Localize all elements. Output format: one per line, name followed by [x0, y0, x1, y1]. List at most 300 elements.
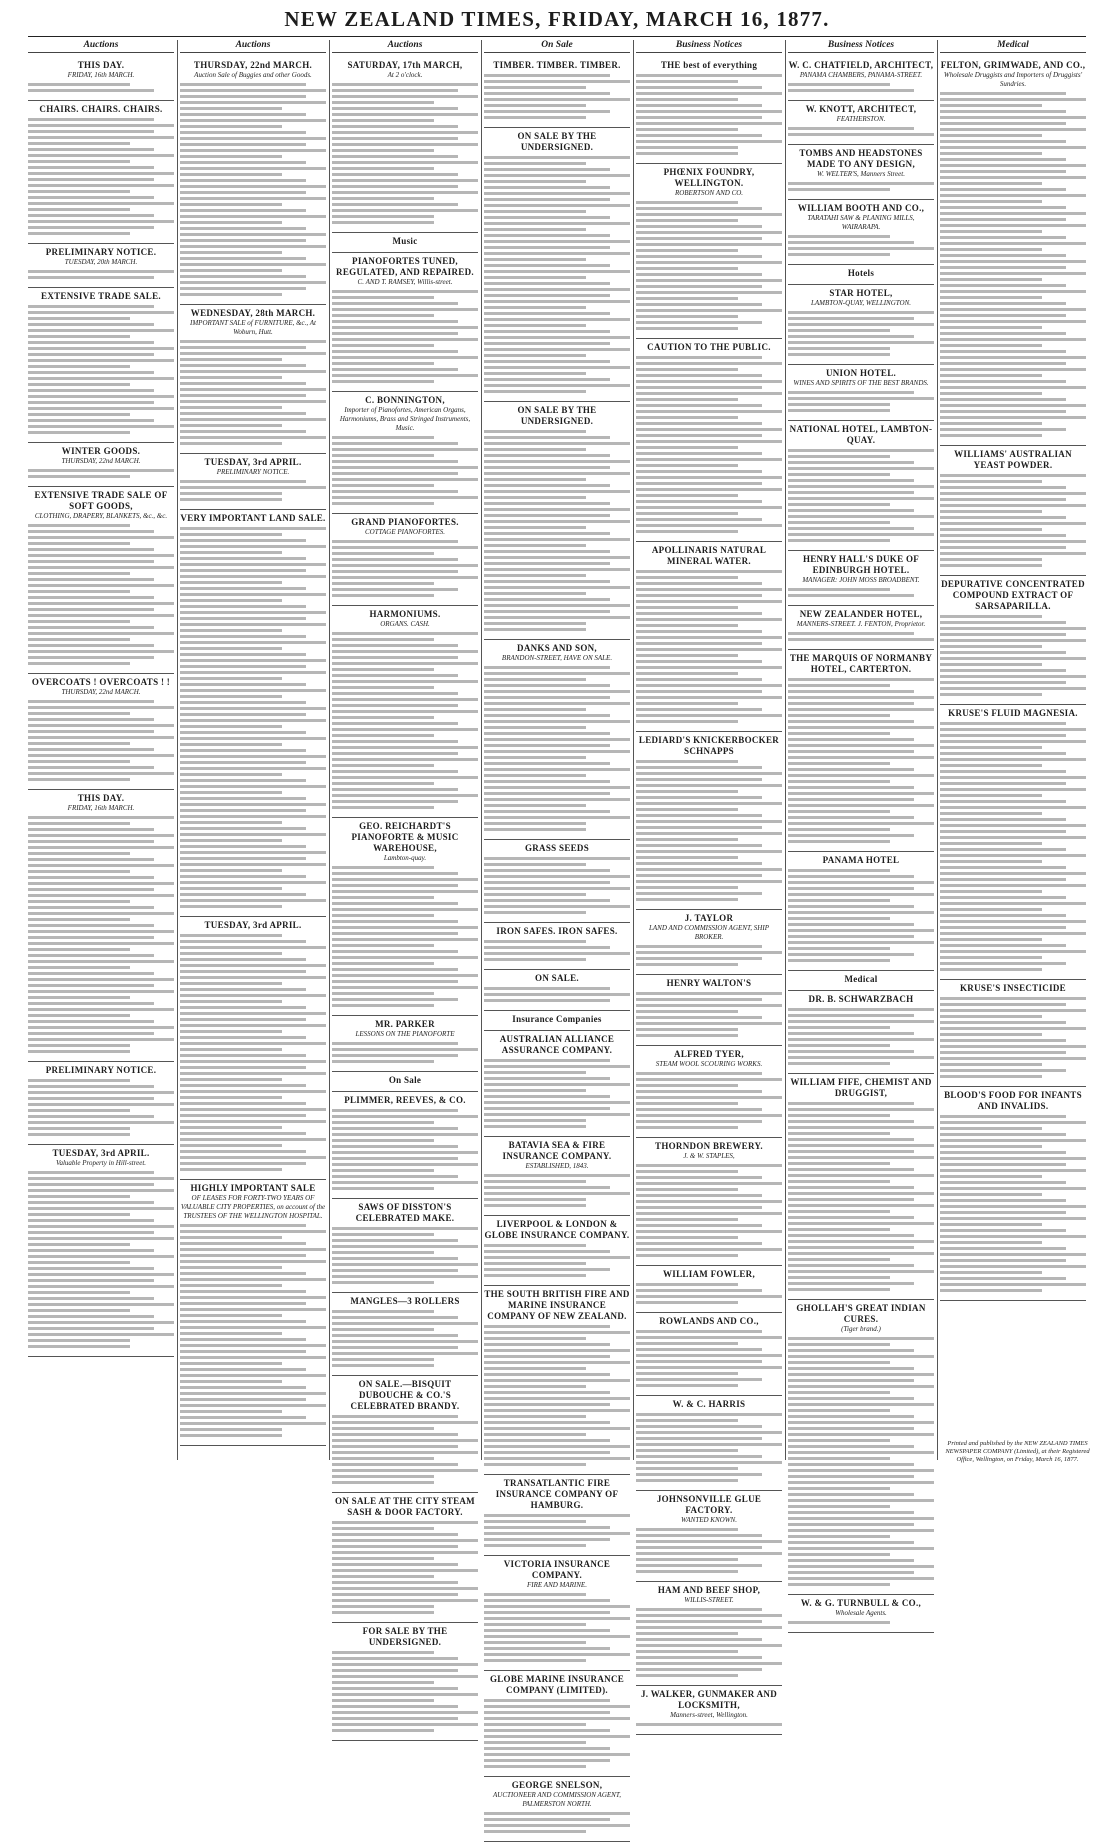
ad-title: EXTENSIVE TRADE SALE. — [41, 291, 161, 301]
text-line — [180, 101, 326, 104]
text-line — [636, 86, 762, 89]
text-line — [332, 1545, 458, 1548]
text-line — [28, 1315, 154, 1318]
text-line — [180, 185, 326, 188]
text-line — [484, 562, 610, 565]
text-line — [940, 1145, 1042, 1148]
text-line — [636, 1360, 762, 1363]
text-line — [940, 842, 1042, 845]
text-line — [332, 788, 458, 791]
text-line — [788, 923, 914, 926]
text-line — [28, 1091, 174, 1094]
text-line — [28, 1183, 154, 1186]
text-line — [484, 911, 586, 914]
advertisement — [788, 551, 934, 606]
text-line — [484, 786, 630, 789]
text-line — [332, 380, 434, 383]
text-line — [940, 486, 1066, 489]
text-line — [180, 934, 282, 937]
text-line — [180, 364, 306, 367]
ad-title: GEO. REICHARDT'S PIANOFORTE & MUSIC WAREHOUSE, — [351, 821, 459, 853]
text-line — [180, 581, 282, 584]
text-line — [484, 1741, 586, 1744]
text-line — [940, 758, 1086, 761]
text-line — [484, 180, 586, 183]
ad-title: THIS DAY. — [77, 793, 125, 803]
text-line — [788, 1433, 934, 1436]
text-line — [180, 1144, 282, 1147]
text-line — [332, 1681, 434, 1684]
text-line — [788, 133, 934, 136]
text-line — [28, 706, 174, 709]
ad-title: J. TAYLOR — [684, 913, 734, 923]
text-line — [940, 1069, 1066, 1072]
text-line — [484, 1256, 630, 1259]
ad-title: HIGHLY IMPORTANT SALE — [190, 1183, 316, 1193]
text-line — [332, 1346, 458, 1349]
text-line — [788, 1240, 934, 1243]
text-line — [940, 558, 1042, 561]
ad-body-text — [484, 430, 630, 631]
advertisement — [636, 1491, 782, 1582]
text-line — [332, 1611, 434, 1614]
ad-title: TUESDAY, 3rd APRIL. — [204, 920, 302, 930]
text-line — [28, 377, 174, 380]
text-line — [636, 862, 762, 865]
text-line — [180, 1386, 306, 1389]
text-line — [332, 1557, 434, 1560]
ad-body-text — [484, 1699, 630, 1768]
advertisement — [484, 923, 630, 970]
text-line — [28, 858, 154, 861]
text-line — [788, 917, 890, 920]
advertisement — [788, 1595, 934, 1633]
column-heading: On Sale — [484, 40, 630, 53]
ad-subtitle: WINES AND SPIRITS OF THE BEST BRANDS. — [793, 379, 929, 387]
text-line — [332, 1521, 478, 1524]
text-line — [332, 866, 434, 869]
text-line — [180, 227, 306, 230]
advertisement — [788, 101, 934, 145]
ad-body-text — [788, 632, 934, 641]
text-line — [28, 760, 130, 763]
text-line — [636, 261, 782, 264]
text-line — [484, 348, 630, 351]
ad-title: IRON SAFES. IRON SAFES. — [496, 926, 618, 936]
ad-body-text — [484, 1174, 630, 1207]
ad-body-text — [940, 722, 1086, 971]
text-line — [332, 1004, 434, 1007]
text-line — [180, 1084, 306, 1087]
text-line — [332, 1427, 434, 1430]
advertisement — [636, 57, 782, 164]
column-rule — [481, 40, 482, 1460]
text-line — [180, 480, 306, 483]
text-line — [28, 1285, 174, 1288]
text-line — [940, 194, 1086, 197]
text-line — [484, 1765, 586, 1768]
text-line — [940, 693, 1042, 696]
text-line — [788, 1427, 914, 1430]
advertisement — [636, 164, 782, 339]
text-line — [180, 575, 326, 578]
text-line — [788, 786, 914, 789]
text-line — [636, 844, 762, 847]
ad-body-text — [332, 1310, 478, 1367]
text-line — [28, 1291, 130, 1294]
text-line — [180, 1416, 306, 1419]
text-line — [28, 1327, 154, 1330]
ad-subtitle: Valuable Property in Hill-street. — [55, 1159, 147, 1167]
text-line — [28, 572, 130, 575]
ad-subtitle: Wholesale Agents. — [835, 1609, 887, 1617]
ad-subtitle: Importer of Pianofortes, American Organs, Harmoniums, Brass and Stringed Instruments, Music. — [339, 406, 471, 432]
text-line — [332, 1439, 478, 1442]
text-line — [636, 231, 782, 234]
advertisement — [636, 339, 782, 542]
text-line — [636, 386, 762, 389]
text-line — [332, 1711, 478, 1714]
text-line — [180, 1000, 282, 1003]
ad-title: WEDNESDAY, 28th MARCH. — [190, 308, 316, 318]
text-line — [180, 1362, 282, 1365]
text-line — [940, 104, 1042, 107]
text-line — [636, 1564, 762, 1567]
text-line — [636, 201, 738, 204]
advertisement — [180, 510, 326, 917]
ad-subtitle: C. AND T. RAMSEY, Willis-street. — [357, 278, 453, 286]
text-line — [332, 764, 434, 767]
text-line — [636, 1200, 782, 1203]
text-line — [332, 728, 478, 731]
text-line — [180, 1132, 306, 1135]
text-line — [940, 98, 1086, 101]
advertisement — [332, 253, 478, 392]
text-line — [788, 1050, 914, 1053]
text-line — [940, 1151, 1066, 1154]
text-line — [332, 356, 478, 359]
text-line — [332, 962, 434, 965]
text-line — [940, 272, 1086, 275]
text-line — [484, 905, 630, 908]
text-line — [484, 204, 630, 207]
ad-title: ON SALE. — [535, 973, 579, 983]
text-line — [788, 1204, 934, 1207]
text-line — [940, 254, 1066, 257]
text-line — [788, 253, 890, 256]
text-line — [28, 656, 154, 659]
text-line — [788, 1523, 914, 1526]
text-line — [788, 1014, 914, 1017]
text-line — [28, 730, 154, 733]
text-line — [940, 122, 1066, 125]
text-line — [940, 224, 1086, 227]
text-line — [180, 1006, 306, 1009]
text-line — [636, 506, 782, 509]
text-line — [484, 86, 586, 89]
text-line — [636, 1608, 762, 1611]
text-line — [484, 1268, 610, 1271]
text-line — [484, 1415, 586, 1418]
text-line — [788, 503, 890, 506]
text-line — [484, 276, 586, 279]
text-line — [636, 494, 738, 497]
text-line — [484, 1641, 586, 1644]
text-line — [788, 247, 934, 250]
text-line — [636, 612, 762, 615]
ad-body-text — [484, 74, 630, 119]
text-line — [332, 1605, 434, 1608]
text-line — [28, 359, 174, 362]
ad-body-text — [332, 290, 478, 383]
text-line — [484, 1113, 630, 1116]
ad-body-text — [332, 1651, 478, 1732]
text-line — [332, 1233, 434, 1236]
text-line — [332, 1657, 458, 1660]
text-line — [180, 1060, 326, 1063]
text-line — [180, 827, 306, 830]
ad-body-text — [332, 1109, 478, 1190]
text-line — [180, 1090, 326, 1093]
text-line — [636, 868, 782, 871]
text-line — [636, 696, 782, 699]
ad-body-text — [636, 1283, 782, 1304]
ad-subtitle: At 2 o'clock. — [387, 71, 423, 79]
text-line — [788, 1192, 934, 1195]
text-line — [636, 464, 738, 467]
text-line — [484, 246, 610, 249]
text-line — [332, 932, 458, 935]
text-line — [788, 905, 914, 908]
text-line — [180, 893, 306, 896]
text-line — [484, 616, 630, 619]
ad-subtitle: ROBERTSON AND CO. — [674, 189, 744, 197]
text-line — [484, 98, 630, 101]
text-line — [940, 332, 1066, 335]
text-line — [484, 1717, 630, 1720]
text-line — [28, 1339, 130, 1342]
text-line — [940, 836, 1086, 839]
advertisement — [332, 606, 478, 818]
text-line — [484, 604, 630, 607]
text-line — [788, 726, 934, 729]
text-line — [636, 1546, 762, 1549]
text-line — [788, 929, 934, 932]
text-line — [28, 323, 154, 326]
ad-title: WILLIAM BOOTH AND CO., — [797, 203, 925, 213]
ad-body-text — [332, 436, 478, 505]
ad-subtitle: FRIDAY, 16th MARCH. — [67, 804, 135, 812]
text-line — [788, 768, 914, 771]
text-line — [636, 1212, 782, 1215]
advertisement — [636, 1313, 782, 1396]
text-line — [332, 752, 458, 755]
text-line — [940, 338, 1086, 341]
text-line — [940, 368, 1086, 371]
text-line — [332, 1115, 478, 1118]
text-line — [28, 578, 154, 581]
text-line — [484, 1355, 610, 1358]
text-line — [332, 776, 478, 779]
text-line — [788, 1288, 890, 1291]
text-line — [484, 1451, 610, 1454]
text-line — [788, 1216, 914, 1219]
text-line — [180, 233, 326, 236]
text-line — [332, 1257, 458, 1260]
text-line — [28, 305, 154, 308]
text-line — [940, 1199, 1066, 1202]
text-line — [636, 279, 782, 282]
ad-subtitle: BRANDON-STREET, HAVE ON SALE. — [501, 654, 613, 662]
ad-body-text — [788, 1621, 934, 1624]
text-line — [940, 158, 1066, 161]
text-line — [940, 1277, 1066, 1280]
text-line — [28, 972, 154, 975]
text-line — [940, 878, 1066, 881]
text-line — [484, 484, 610, 487]
ad-title: KRUSE'S FLUID MAGNESIA. — [948, 708, 1078, 718]
advertisement — [332, 1376, 478, 1493]
column-heading: Business Notices — [788, 40, 934, 53]
text-line — [332, 1457, 434, 1460]
text-line — [636, 362, 782, 365]
text-line — [332, 710, 478, 713]
text-line — [180, 430, 306, 433]
text-line — [484, 1361, 630, 1364]
text-line — [180, 887, 282, 890]
text-line — [788, 1541, 914, 1544]
advertisement — [180, 305, 326, 454]
text-line — [180, 1224, 306, 1227]
ad-body-text — [332, 1521, 478, 1614]
text-line — [788, 1282, 914, 1285]
ad-body-text — [180, 1224, 326, 1437]
text-line — [180, 1066, 306, 1069]
text-line — [636, 1467, 738, 1470]
ad-body-text — [484, 940, 630, 961]
ad-body-text — [636, 1723, 782, 1726]
text-line — [332, 588, 458, 591]
advertisement — [484, 402, 630, 640]
text-line — [788, 127, 914, 130]
text-line — [940, 944, 1066, 947]
text-line — [940, 1157, 1086, 1160]
text-line — [28, 1177, 174, 1180]
text-line — [788, 1258, 890, 1261]
text-line — [484, 1711, 610, 1714]
text-line — [484, 1125, 586, 1128]
text-line — [788, 678, 934, 681]
text-line — [28, 214, 154, 217]
text-line — [940, 260, 1086, 263]
text-line — [636, 1224, 762, 1227]
ad-body-text — [636, 1528, 782, 1573]
text-line — [940, 308, 1086, 311]
text-line — [636, 1384, 738, 1387]
text-line — [484, 810, 610, 813]
text-line — [940, 997, 1086, 1000]
text-line — [636, 392, 782, 395]
text-line — [28, 1297, 154, 1300]
text-line — [636, 374, 762, 377]
text-line — [940, 164, 1086, 167]
text-line — [180, 593, 326, 596]
text-line — [180, 388, 326, 391]
ad-title: ON SALE BY THE UNDERSIGNED. — [517, 131, 597, 152]
text-line — [788, 1120, 914, 1123]
column-7 — [940, 40, 1086, 1460]
text-line — [180, 1108, 326, 1111]
text-line — [940, 752, 1066, 755]
text-line — [332, 638, 434, 641]
text-line — [332, 1060, 434, 1063]
text-line — [28, 389, 154, 392]
text-line — [636, 380, 782, 383]
text-line — [636, 1461, 782, 1464]
text-line — [940, 474, 1086, 477]
text-line — [484, 1753, 630, 1756]
text-line — [180, 527, 326, 530]
text-line — [332, 1563, 458, 1566]
text-line — [940, 356, 1086, 359]
text-line — [180, 809, 306, 812]
text-line — [180, 611, 326, 614]
text-line — [28, 608, 154, 611]
text-line — [332, 540, 458, 543]
text-line — [484, 544, 586, 547]
text-line — [28, 530, 154, 533]
text-line — [180, 245, 326, 248]
text-line — [636, 1176, 762, 1179]
text-line — [788, 1210, 890, 1213]
ad-body-text — [484, 1593, 630, 1662]
text-line — [788, 1038, 934, 1041]
text-line — [180, 1296, 326, 1299]
text-line — [484, 430, 586, 433]
text-line — [636, 784, 782, 787]
text-line — [332, 308, 478, 311]
text-line — [636, 440, 782, 443]
text-line — [940, 110, 1066, 113]
text-line — [332, 564, 478, 567]
text-line — [332, 1322, 478, 1325]
text-line — [940, 200, 1042, 203]
text-line — [788, 690, 914, 693]
advertisement — [788, 606, 934, 650]
text-line — [180, 1168, 282, 1171]
text-line — [28, 431, 130, 434]
text-line — [180, 1374, 326, 1377]
text-line — [788, 911, 934, 914]
ad-subtitle: STEAM WOOL SCOURING WORKS. — [655, 1060, 763, 1068]
text-line — [484, 744, 610, 747]
text-line — [28, 1008, 174, 1011]
advertisement — [788, 1074, 934, 1300]
text-line — [484, 508, 630, 511]
text-line — [332, 1663, 478, 1666]
text-line — [940, 794, 1042, 797]
text-line — [636, 207, 762, 210]
text-line — [180, 498, 282, 501]
text-line — [28, 1279, 154, 1282]
text-line — [484, 666, 610, 669]
text-line — [180, 1314, 282, 1317]
text-line — [180, 725, 282, 728]
text-line — [28, 978, 174, 981]
text-line — [484, 1705, 630, 1708]
text-line — [940, 1247, 1066, 1250]
ad-body-text — [788, 182, 934, 191]
